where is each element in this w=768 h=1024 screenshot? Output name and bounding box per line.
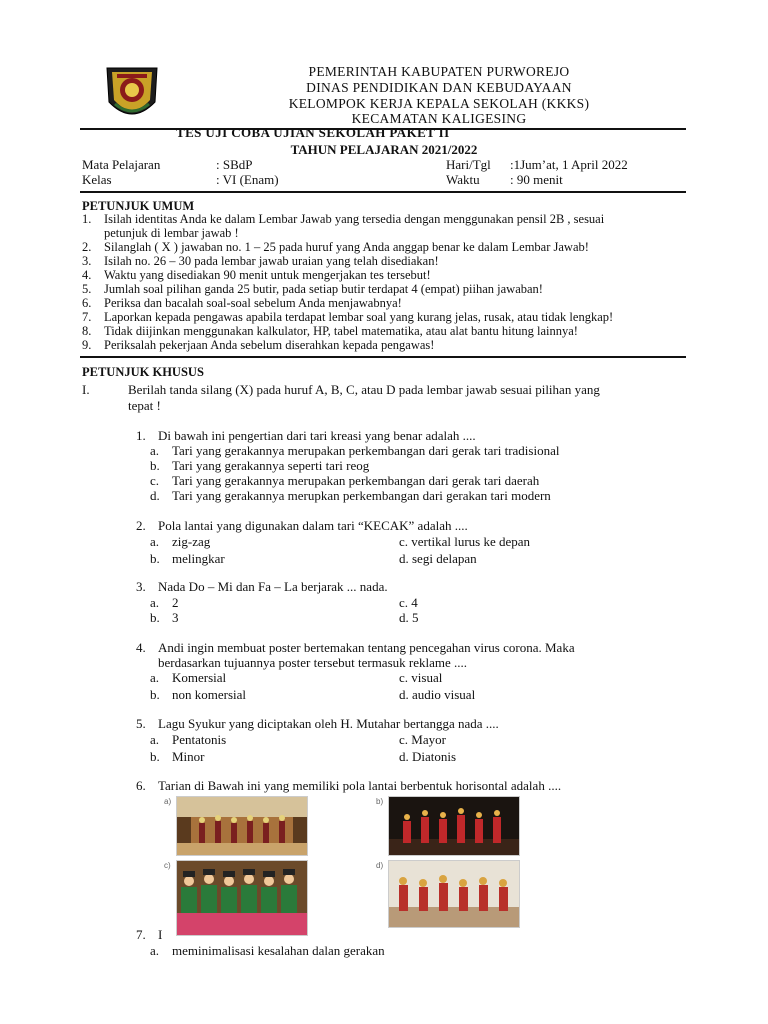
general-item-cont: petunjuk di lembar jawab !: [104, 226, 239, 240]
question-text: I: [158, 927, 163, 942]
question-number: 7.: [136, 927, 146, 942]
general-heading: PETUNJUK UMUM: [82, 199, 195, 213]
general-item: Isilah no. 26 – 30 pada lembar jawab uraian yang telah disediakan!: [104, 254, 439, 268]
option-b: melingkar: [172, 551, 225, 566]
option-a: Komersial: [172, 670, 227, 685]
general-item: Periksalah pekerjaan Anda sebelum diserahkan kepada pengawas!: [104, 338, 435, 352]
question-text-cont: berdasarkan tujuannya poster tersebut termasuk reklame ....: [158, 655, 467, 670]
option-letter: b.: [150, 458, 160, 473]
question-text: Pola lantai yang digunakan dalam tari “KECAK” adalah ....: [158, 518, 468, 533]
special-instruction-cont: tepat !: [128, 398, 161, 413]
option-letter: a.: [150, 534, 160, 549]
general-divider: [80, 356, 686, 358]
header-line-1: PEMERINTAH KABUPATEN PURWOREJO: [308, 64, 570, 79]
question-text: Andi ingin membuat poster bertemakan tentang pencegahan virus corona. Maka: [158, 640, 575, 655]
general-item-num: 9.: [82, 338, 92, 352]
general-item: Waktu yang disediakan 90 menit untuk mengerjakan tes tersebut!: [104, 268, 431, 282]
option-c: c. vertikal lurus ke depan: [399, 534, 531, 549]
question-text: Di bawah ini pengertian dari tari kreasi yang benar adalah ....: [158, 428, 476, 443]
question-text: Tarian di Bawah ini yang memiliki pola lantai berbentuk horisontal adalah ....: [158, 778, 562, 793]
option-c: c. 4: [399, 595, 418, 610]
option-letter: a.: [150, 732, 160, 747]
special-roman: I.: [82, 382, 90, 397]
option-b: Minor: [172, 749, 205, 764]
image-label-b: b): [376, 797, 384, 806]
question-number: 5.: [136, 716, 146, 731]
question-number: 1.: [136, 428, 146, 443]
option-letter: a.: [150, 670, 160, 685]
class-value: : VI (Enam): [216, 172, 279, 187]
dance-photo-d: [388, 860, 520, 928]
question-text: Lagu Syukur yang diciptakan oleh H. Mutahar bertangga nada ....: [158, 716, 499, 731]
option-c: c. visual: [399, 670, 443, 685]
option-d: d. Diatonis: [399, 749, 457, 764]
general-item: Laporkan kepada pengawas apabila terdapat lembar soal yang kurang jelas, rusak, atau tidak lengkap!: [104, 310, 614, 324]
option-c: Tari yang gerakannya merupakan perkembangan dari gerak tari daerah: [172, 473, 540, 488]
image-label-d: d): [376, 861, 384, 870]
info-divider: [80, 191, 686, 193]
general-item: Jumlah soal pilihan ganda 25 butir, pada setiap butir terdapat 4 (empat) piihan jawaban!: [104, 282, 543, 296]
option-d: d. audio visual: [399, 687, 476, 702]
option-b: Tari yang gerakannya seperti tari reog: [172, 458, 370, 473]
header-line-4: KECAMATAN KALIGESING: [351, 111, 527, 126]
dance-photo-c: [176, 860, 308, 936]
option-a: Pentatonis: [172, 732, 227, 747]
option-letter: b.: [150, 749, 160, 764]
option-b: 3: [172, 610, 179, 625]
option-a: Tari yang gerakannya merupakan perkembangan dari gerak tari tradisional: [172, 443, 560, 458]
option-letter: b.: [150, 610, 160, 625]
option-letter: b.: [150, 687, 160, 702]
question-number: 6.: [136, 778, 146, 793]
option-letter: b.: [150, 551, 160, 566]
subject-label: Mata Pelajaran: [82, 157, 161, 172]
option-d: Tari yang gerakannya merupkan perkembangan dari gerakan tari modern: [172, 488, 551, 503]
general-item-num: 3.: [82, 254, 92, 268]
option-letter: a.: [150, 443, 160, 458]
option-b: non komersial: [172, 687, 247, 702]
subject-value: : SBdP: [216, 157, 253, 172]
question-text: Nada Do – Mi dan Fa – La berjarak ... nada.: [158, 579, 388, 594]
option-letter: a.: [150, 943, 160, 958]
question-number: 4.: [136, 640, 146, 655]
day-label: Hari/Tgl: [446, 157, 491, 172]
time-value: : 90 menit: [510, 172, 563, 187]
option-a: zig-zag: [172, 534, 211, 549]
image-label-c: c): [164, 861, 171, 870]
general-item: Tidak diijinkan menggunakan kalkulator, HP, tabel matematika, atau alat bantu hitung lainnya!: [104, 324, 578, 338]
day-value: :1Jum’at, 1 April 2022: [510, 157, 628, 172]
class-label: Kelas: [82, 172, 112, 187]
exam-title: TES UJI COBA UJIAN SEKOLAH PAKET II: [176, 125, 450, 140]
general-item: Isilah identitas Anda ke dalam Lembar Jawab yang tersedia dengan menggunakan pensil 2B , sesuai: [104, 212, 605, 226]
general-item-num: 7.: [82, 310, 92, 324]
image-label-a: a): [164, 797, 172, 806]
general-item-num: 2.: [82, 240, 92, 254]
general-item-num: 5.: [82, 282, 92, 296]
special-heading: PETUNJUK KHUSUS: [82, 365, 204, 379]
general-item-num: 8.: [82, 324, 92, 338]
general-item: Periksa dan bacalah soal-soal sebelum Anda menjawabnya!: [104, 296, 402, 310]
option-d: d. 5: [399, 610, 419, 625]
option-letter: c.: [150, 473, 160, 488]
option-letter: d.: [150, 488, 160, 503]
dance-photo-a: [176, 796, 308, 856]
exam-year: TAHUN PELAJARAN 2021/2022: [290, 142, 478, 157]
general-item-num: 6.: [82, 296, 92, 310]
general-item-num: 4.: [82, 268, 92, 282]
special-instruction: Berilah tanda silang (X) pada huruf A, B, C, atau D pada lembar jawab sesuai pilihan yang: [128, 382, 600, 397]
option-letter: a.: [150, 595, 160, 610]
header-line-2: DINAS PENDIDIKAN DAN KEBUDAYAAN: [306, 80, 572, 95]
header-line-3: KELOMPOK KERJA KEPALA SEKOLAH (KKKS): [288, 96, 590, 111]
general-item-num: 1.: [82, 212, 92, 226]
time-label: Waktu: [446, 172, 480, 187]
option-d: d. segi delapan: [399, 551, 477, 566]
question-number: 3.: [136, 579, 146, 594]
general-item: Silanglah ( X ) jawaban no. 1 – 25 pada huruf yang Anda anggap benar ke dalam Lembar Jawab!: [104, 240, 589, 254]
dance-photo-b: [388, 796, 520, 856]
question-number: 2.: [136, 518, 146, 533]
option-c: c. Mayor: [399, 732, 446, 747]
option-a: meminimalisasi kesalahan dalan gerakan: [172, 943, 385, 958]
option-a: 2: [172, 595, 179, 610]
